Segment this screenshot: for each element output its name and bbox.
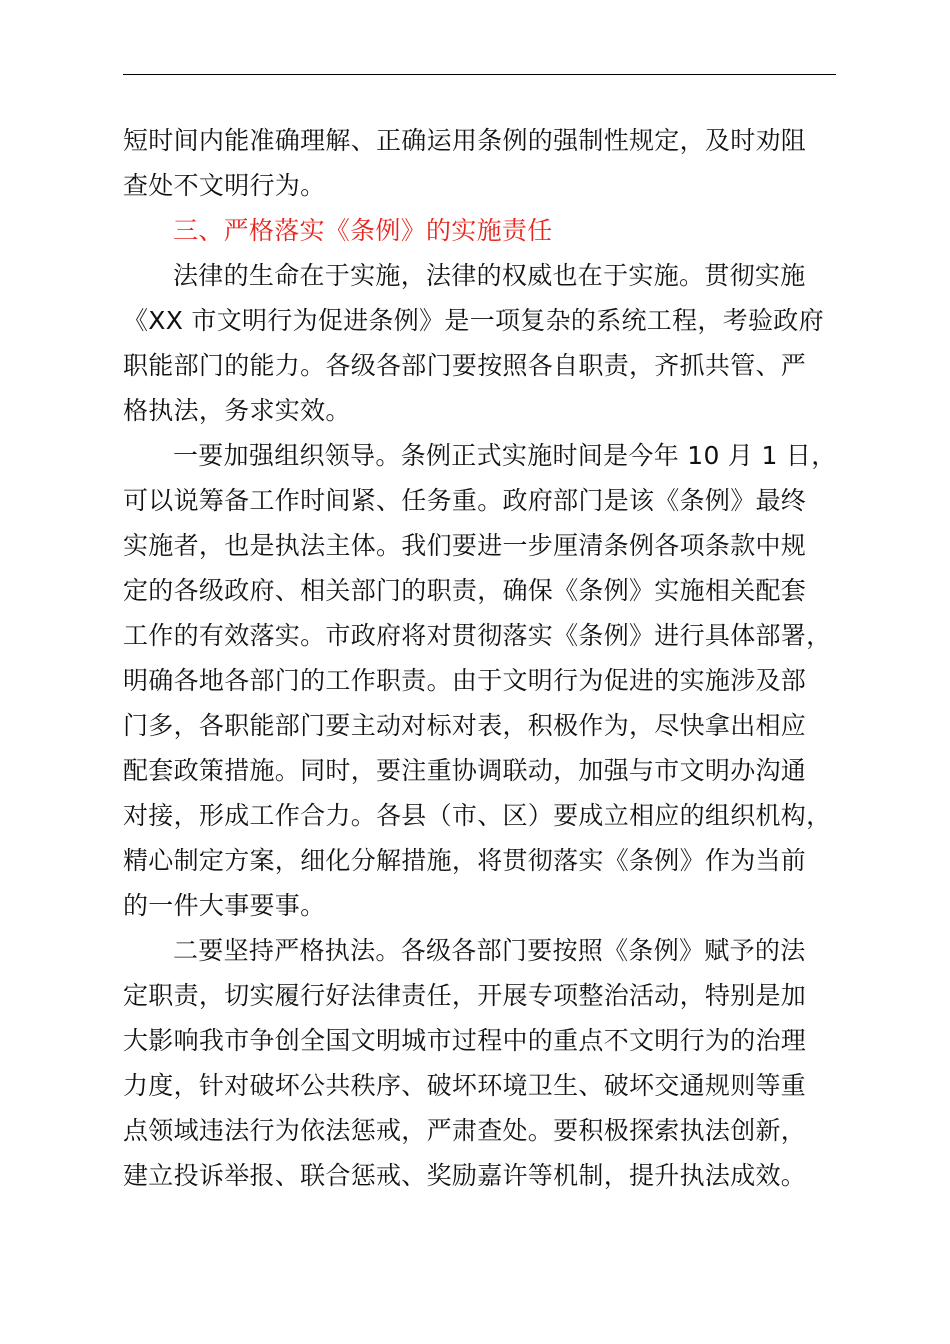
text-line: 二要坚持严格执法。各级各部门要按照《条例》赋予的法 xyxy=(173,936,806,965)
text-line: 《XX 市文明行为促进条例》是一项复杂的系统工程，考验政府 xyxy=(123,306,824,335)
text-line: 配套政策措施。同时，要注重协调联动，加强与市文明办沟通 xyxy=(123,756,807,785)
text-line: 工作的有效落实。市政府将对贯彻落实《条例》进行具体部署， xyxy=(123,621,832,650)
text-line: 精心制定方案，细化分解措施，将贯彻落实《条例》作为当前 xyxy=(123,846,807,875)
text-line: 短时间内能准确理解、正确运用条例的强制性规定，及时劝阻 xyxy=(123,126,807,155)
text-line: 可以说筹备工作时间紧、任务重。政府部门是该《条例》最终 xyxy=(123,486,807,515)
text-line: 点领域违法行为依法惩戒，严肃查处。要积极探索执法创新， xyxy=(123,1116,807,1145)
text-line: 查处不文明行为。 xyxy=(123,171,326,200)
text-line: 的一件大事要事。 xyxy=(123,891,326,920)
text-line: 职能部门的能力。各级各部门要按照各自职责，齐抓共管、严 xyxy=(123,351,807,380)
text-line: 法律的生命在于实施，法律的权威也在于实施。贯彻实施 xyxy=(173,261,806,290)
text-line: 格执法，务求实效。 xyxy=(123,396,351,425)
text-line: 实施者，也是执法主体。我们要进一步厘清条例各项条款中规 xyxy=(123,531,807,560)
text-line: 力度，针对破坏公共秩序、破坏环境卫生、破坏交通规则等重 xyxy=(123,1071,807,1100)
text-line: 定的各级政府、相关部门的职责，确保《条例》实施相关配套 xyxy=(123,576,807,605)
section-heading: 三、严格落实《条例》的实施责任 xyxy=(173,216,553,245)
text-line: 建立投诉举报、联合惩戒、奖励嘉许等机制，提升执法成效。 xyxy=(123,1161,807,1190)
header-rule xyxy=(123,74,836,75)
text-line: 门多，各职能部门要主动对标对表，积极作为，尽快拿出相应 xyxy=(123,711,807,740)
body-text xyxy=(123,118,863,1198)
text-line: 一要加强组织领导。条例正式实施时间是今年 10 月 1 日， xyxy=(173,441,837,470)
text-line: 明确各地各部门的工作职责。由于文明行为促进的实施涉及部 xyxy=(123,666,807,695)
text-line: 对接，形成工作合力。各县（市、区）要成立相应的组织机构， xyxy=(123,801,832,830)
text-line: 大影响我市争创全国文明城市过程中的重点不文明行为的治理 xyxy=(123,1026,807,1055)
text-line: 定职责，切实履行好法律责任，开展专项整治活动，特别是加 xyxy=(123,981,807,1010)
